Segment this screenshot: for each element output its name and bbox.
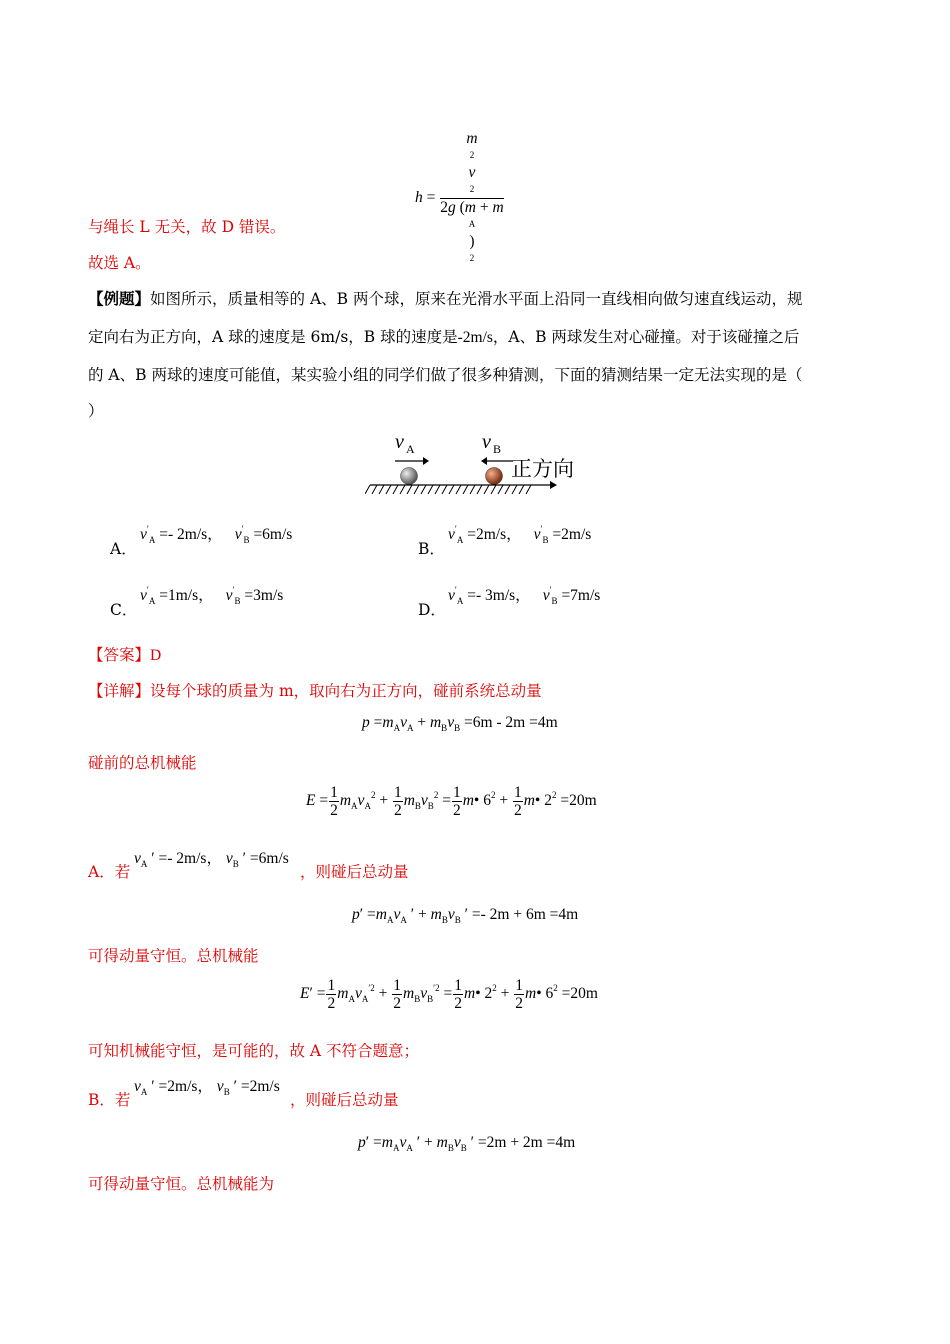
answer: [88, 645, 161, 666]
option-d: $v'_A =- 3m/s$， $v'_B =7m/s$: [448, 585, 601, 606]
option-b-vb: =2m/s: [552, 526, 592, 543]
option-c-label: C．: [110, 601, 138, 619]
case-a-values: $v_A$ ′ =- 2m/s， $v_B$ ′ =6m/s: [134, 850, 289, 869]
ball-b: [486, 468, 503, 485]
option-d-va: =- 3m/s: [467, 587, 516, 604]
option-c-va: =1m/s: [159, 587, 199, 604]
formula-p: $p =m_Av_A + m_Bv_B =6m - 2m =4m$: [362, 714, 558, 733]
detail-text: 设每个球的质量为 m，取向右为正方向，碰前系统总动量: [150, 682, 542, 700]
option-b-va: =2m/s: [467, 526, 507, 543]
conservation-b: 可得动量守恒。总机械能为: [88, 1175, 275, 1193]
question-line-4: ）: [88, 402, 104, 420]
question-line-3: 的 A、B 两球的速度可能值，某实验小组的同学们做了很多种猜测，下面的猜测结果一定无法实现的是（: [88, 366, 803, 384]
choose-a: 故选 A。: [88, 254, 151, 272]
case-b-tail: ，则碰后总动量: [290, 1091, 399, 1109]
ground-hatching: [365, 485, 531, 494]
formula-pa-rhs: =- 2m + 6m =4m: [471, 906, 579, 923]
option-c-vb: =3m/s: [244, 587, 284, 604]
option-a-va: =- 2m/s: [159, 526, 208, 543]
question-text-1: 如图所示，质量相等的 A、B 两个球，原来在光滑水平面上沿同一直线相向做匀速直线运动，规: [150, 290, 803, 308]
formula-pa: $p' =m_Av_A$ ′ + $m_Bv_B$ ′ =- 2m + 6m =4m: [352, 906, 579, 925]
formula-ea-rhs: =20m: [561, 985, 598, 1003]
option-b-label: B．: [418, 540, 445, 558]
detail-intro: [88, 681, 542, 701]
option-a-label: A．: [110, 540, 137, 558]
question-label: 【例题】: [88, 289, 151, 308]
conservation-a: 可得动量守恒。总机械能: [88, 947, 259, 965]
velocity-b-value: -2m/s: [457, 329, 493, 346]
case-a-vb: =6m/s: [249, 850, 289, 867]
case-a-va: =- 2m/s，: [158, 850, 222, 867]
case-b-va: =2m/s，: [158, 1078, 213, 1095]
case-a: [88, 862, 130, 882]
option-b: $v'_A =2m/s$， $v'_B =2m/s$: [448, 524, 592, 545]
e-label: 碰前的总机械能: [88, 754, 197, 772]
formula-pb: $p' =m_Av_A$ ′ + $m_Bv_B$ ′ =2m + 2m =4m: [358, 1134, 576, 1153]
label-va-sub: A: [406, 442, 415, 456]
option-a: $v'_A =- 2m/s$， $v'_B =6m/s$: [140, 524, 293, 545]
formula-ea: E′ = $\frac{1}{2}$ $m_Av_A^{'2}$ + $\frac{1}{2}$ $m_Bv_B^{'2}$ = $\frac{1}{2}$ m• $2^2$ + $\frac{1}{2}$ m• $6^2 =20m$: [300, 977, 598, 1012]
case-b: [88, 1090, 130, 1110]
option-a-vb: =6m/s: [253, 526, 293, 543]
detail-label: 【详解】: [88, 682, 151, 700]
case-a-label: A．若: [88, 863, 131, 881]
formula-pb-rhs: =2m + 2m =4m: [477, 1134, 576, 1151]
answer-value: D: [150, 647, 162, 664]
label-vb: v: [482, 431, 491, 453]
conclusion-a: 可知机械能守恒，是可能的，故 A 不符合题意；: [88, 1042, 420, 1060]
formula-h-lhs: h: [415, 189, 423, 207]
formula-h-fraction: m 2 v 2 2g (m + m A ) 2: [440, 130, 504, 263]
formula-e: E = $\frac{1}{2}$ $m_Av_A^2$ + $\frac{1}{2}$ $m_Bv_B^2$ = $\frac{1}{2}$ m• $6^2$ + $\frac{1}{2}$ m• $2^2 =20m$: [306, 784, 597, 819]
formula-e-rhs: =20m: [560, 792, 597, 810]
case-b-vb: =2m/s: [240, 1078, 280, 1095]
formula-h: h = m 2 v 2 2g (m + m A ) 2: [415, 130, 505, 267]
question-line-2: [88, 327, 799, 348]
label-vb-sub: B: [493, 442, 502, 456]
ball-a: [401, 468, 418, 485]
option-c: $v'_A =1m/s$， $v'_B =3m/s$: [140, 585, 284, 606]
option-d-vb: =7m/s: [561, 587, 601, 604]
label-va: v: [395, 431, 404, 453]
collision-figure: [365, 428, 595, 500]
case-b-values: $v_A$ ′ =2m/s， $v_B$ ′ =2m/s: [134, 1078, 280, 1097]
conclusion-d-wrong: 与绳长 L 无关，故 D 错误。: [88, 218, 286, 236]
case-b-label: B．若: [88, 1091, 131, 1109]
direction-label: 正方向: [511, 457, 574, 481]
formula-p-rhs: =6m - 2m =4m: [463, 714, 558, 731]
case-a-tail: ，则碰后总动量: [300, 863, 409, 881]
answer-label: 【答案】: [88, 646, 151, 664]
question-text-2c: ，A、B 两球发生对心碰撞。对于该碰撞之后: [492, 328, 800, 346]
question-text-2: 定向右为正方向，A 球的速度是 6m/s，B 球的速度是: [88, 328, 458, 346]
question-line-1: [88, 289, 802, 309]
option-d-label: D．: [418, 601, 446, 619]
